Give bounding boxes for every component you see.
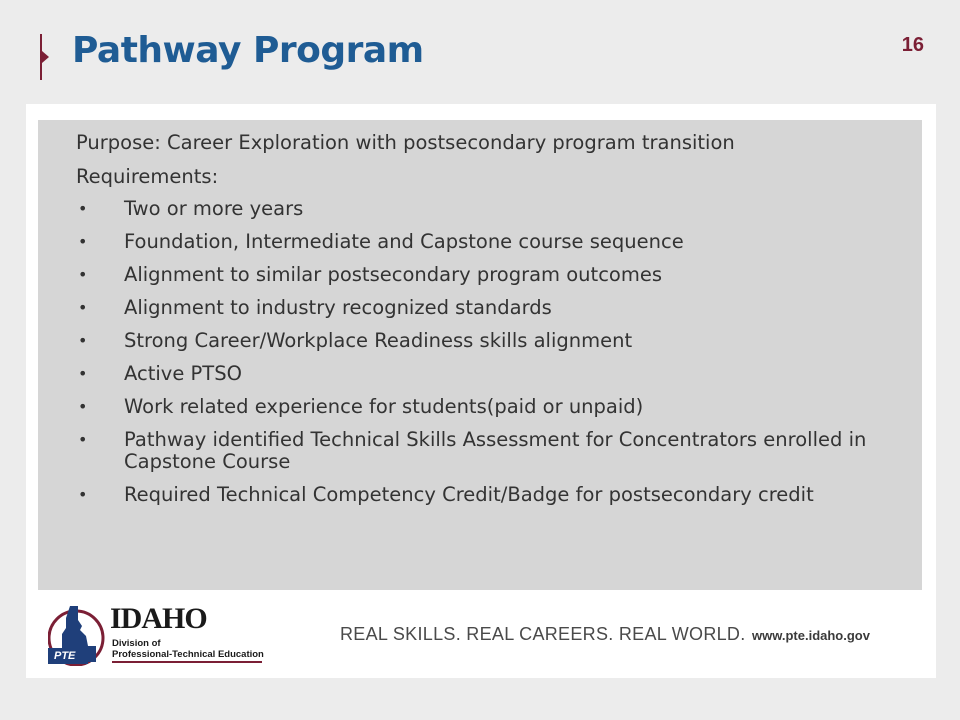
list-item-text: Active PTSO	[124, 362, 242, 385]
list-item	[76, 429, 882, 473]
title-accent-marker	[42, 51, 49, 63]
purpose-text: Purpose: Career Exploration with postsecondary program transition	[76, 131, 735, 154]
list-item	[76, 330, 882, 352]
slide-number: 16	[901, 34, 924, 56]
bullet-icon: •	[78, 232, 88, 251]
bullet-icon: •	[78, 331, 88, 350]
list-item	[76, 396, 882, 418]
bullet-icon: •	[78, 485, 88, 504]
list-item	[76, 198, 882, 220]
bullet-icon: •	[78, 364, 88, 383]
logo-division-text	[112, 638, 264, 660]
list-item	[76, 363, 882, 385]
list-item-text: Two or more years	[124, 197, 304, 220]
list-item-text: Pathway identified Technical Skills Assessment for Concentrators enrolled in Capstone Course	[124, 428, 867, 473]
bullet-icon: •	[78, 265, 88, 284]
requirements-list	[76, 198, 882, 506]
bullet-icon: •	[78, 397, 88, 416]
list-item-text: Strong Career/Workplace Readiness skills alignment	[124, 329, 633, 352]
content-panel	[38, 120, 922, 590]
slide-title: Pathway Program	[72, 30, 424, 71]
logo-division-line2: Professional-Technical Education	[112, 649, 264, 660]
idaho-pte-logo	[48, 600, 264, 666]
logo-pte-badge: PTE	[54, 650, 76, 662]
list-item	[76, 264, 882, 286]
list-item-text: Work related experience for students(paid or unpaid)	[124, 395, 644, 418]
list-item	[76, 484, 882, 506]
bullet-icon: •	[78, 430, 88, 449]
list-item-text: Alignment to similar postsecondary program outcomes	[124, 263, 662, 286]
logo-underline	[112, 661, 262, 663]
footer-tagline: REAL SKILLS. REAL CAREERS. REAL WORLD.	[340, 624, 746, 644]
bullet-icon: •	[78, 199, 88, 218]
list-item-text: Required Technical Competency Credit/Badge for postsecondary credit	[124, 483, 814, 506]
list-item	[76, 231, 882, 253]
bullet-icon: •	[78, 298, 88, 317]
list-item	[76, 297, 882, 319]
footer-url: www.pte.idaho.gov	[752, 628, 870, 643]
logo-wordmark: IDAHO	[110, 602, 207, 635]
requirements-heading: Requirements:	[76, 165, 219, 188]
list-item-text: Alignment to industry recognized standards	[124, 296, 552, 319]
list-item-text: Foundation, Intermediate and Capstone course sequence	[124, 230, 684, 253]
logo-division-line1: Division of	[112, 638, 161, 649]
